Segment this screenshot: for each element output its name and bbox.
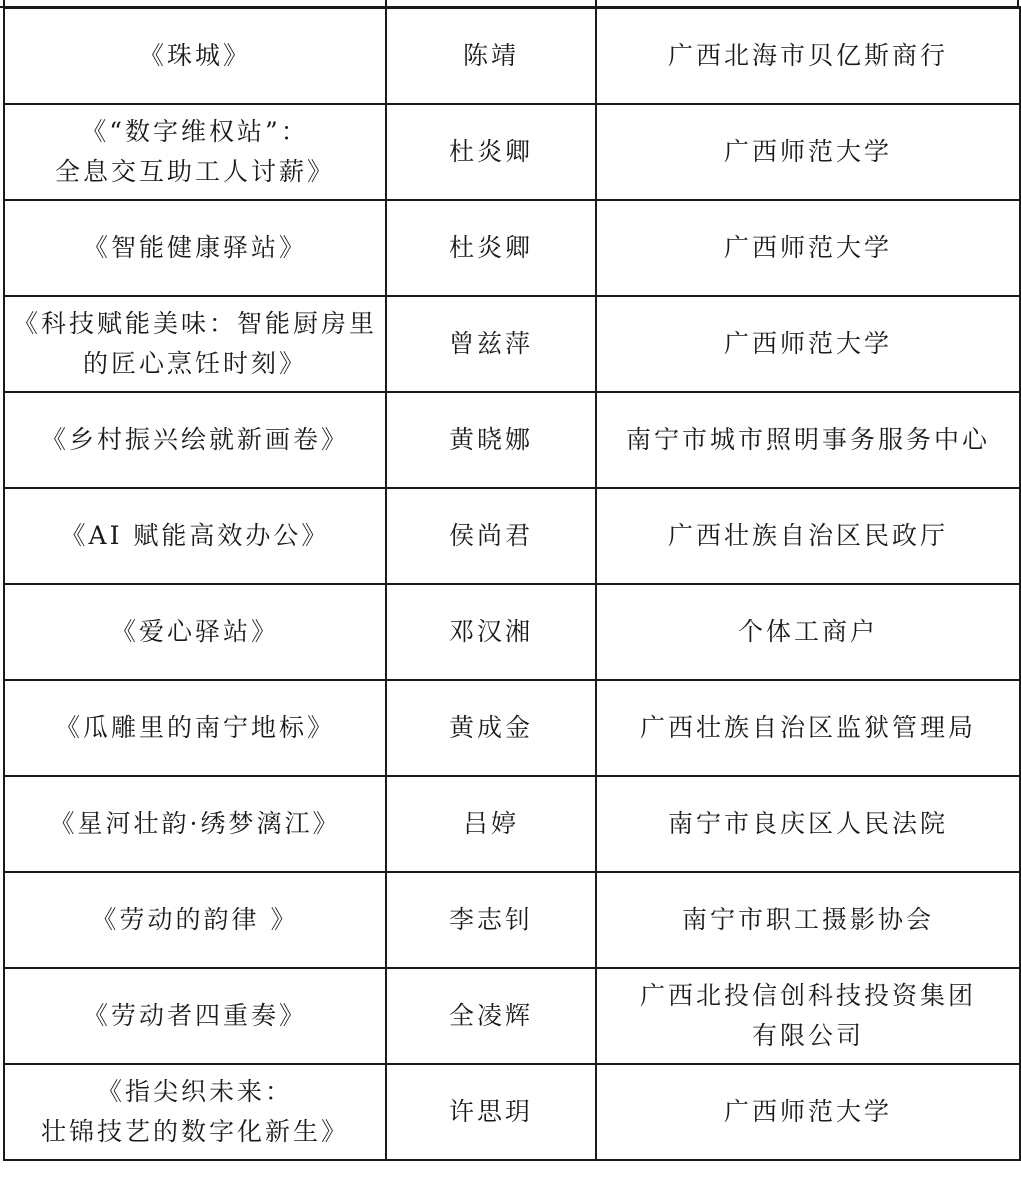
organization-cell: 南宁市城市照明事务服务中心 bbox=[596, 392, 1020, 488]
author-cell: 杜炎卿 bbox=[386, 104, 596, 200]
organization-cell: 南宁市职工摄影协会 bbox=[596, 872, 1020, 968]
organization-cell: 广西师范大学 bbox=[596, 104, 1020, 200]
author-cell: 许思玥 bbox=[386, 1064, 596, 1160]
table-row bbox=[4, 104, 1020, 200]
table-row bbox=[4, 488, 1020, 584]
table-row bbox=[4, 584, 1020, 680]
work-title-cell: 《“数字维权站”： 全息交互助工人讨薪》 bbox=[4, 104, 386, 200]
work-title-cell: 《爱心驿站》 bbox=[4, 584, 386, 680]
author-cell: 侯尚君 bbox=[386, 488, 596, 584]
organization-cell: 广西师范大学 bbox=[596, 296, 1020, 392]
author-cell: 黄晓娜 bbox=[386, 392, 596, 488]
table-row bbox=[4, 776, 1020, 872]
work-title-cell: 《珠城》 bbox=[4, 8, 386, 104]
organization-cell: 广西北海市贝亿斯商行 bbox=[596, 8, 1020, 104]
organization-cell: 广西壮族自治区民政厅 bbox=[596, 488, 1020, 584]
organization-cell: 广西北投信创科技投资集团 有限公司 bbox=[596, 968, 1020, 1064]
table-row bbox=[4, 1064, 1020, 1160]
work-title-cell: 《劳动者四重奏》 bbox=[4, 968, 386, 1064]
work-title-cell: 《乡村振兴绘就新画卷》 bbox=[4, 392, 386, 488]
organization-cell: 个体工商户 bbox=[596, 584, 1020, 680]
table-row bbox=[4, 296, 1020, 392]
table-row bbox=[4, 680, 1020, 776]
author-cell: 吕婷 bbox=[386, 776, 596, 872]
work-title-cell: 《指尖织未来： 壮锦技艺的数字化新生》 bbox=[4, 1064, 386, 1160]
organization-cell: 广西师范大学 bbox=[596, 1064, 1020, 1160]
author-cell: 陈靖 bbox=[386, 8, 596, 104]
work-title-cell: 《星河壮韵·绣梦漓江》 bbox=[4, 776, 386, 872]
award-list-table bbox=[3, 7, 1021, 1161]
author-cell: 曾兹萍 bbox=[386, 296, 596, 392]
author-cell: 邓汉湘 bbox=[386, 584, 596, 680]
work-title-cell: 《劳动的韵律 》 bbox=[4, 872, 386, 968]
table-row bbox=[4, 392, 1020, 488]
table-row bbox=[4, 872, 1020, 968]
organization-cell: 广西壮族自治区监狱管理局 bbox=[596, 680, 1020, 776]
author-cell: 李志钊 bbox=[386, 872, 596, 968]
organization-cell: 广西师范大学 bbox=[596, 200, 1020, 296]
author-cell: 全凌辉 bbox=[386, 968, 596, 1064]
work-title-cell: 《科技赋能美味：智能厨房里 的匠心烹饪时刻》 bbox=[4, 296, 386, 392]
table-row bbox=[4, 968, 1020, 1064]
work-title-cell: 《瓜雕里的南宁地标》 bbox=[4, 680, 386, 776]
work-title-cell: 《AI 赋能高效办公》 bbox=[4, 488, 386, 584]
organization-cell: 南宁市良庆区人民法院 bbox=[596, 776, 1020, 872]
author-cell: 黄成金 bbox=[386, 680, 596, 776]
work-title-cell: 《智能健康驿站》 bbox=[4, 200, 386, 296]
table-row bbox=[4, 8, 1020, 104]
author-cell: 杜炎卿 bbox=[386, 200, 596, 296]
table-row bbox=[4, 200, 1020, 296]
